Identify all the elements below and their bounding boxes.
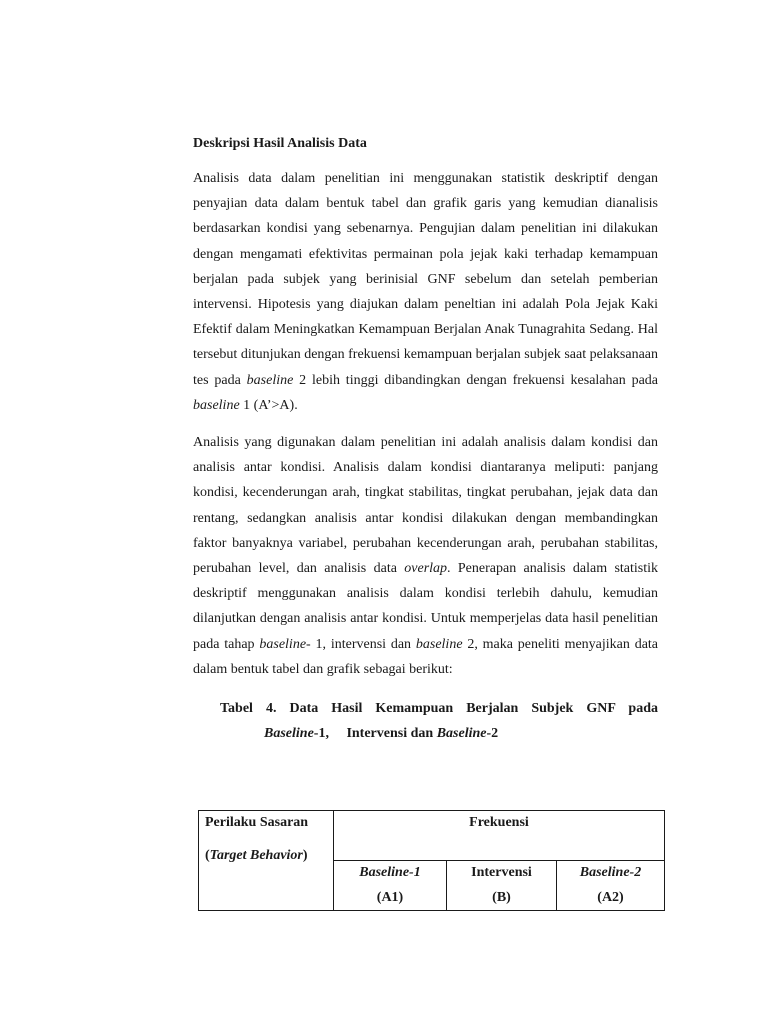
paragraph-text: . Hal tersebut ditunjukan dengan frekuensi kemampuan berjalan subjek saat pelaksanaan tes pada — [193, 322, 658, 388]
paragraph-analysis-method — [193, 430, 658, 682]
paren-close: ) — [302, 848, 308, 863]
header-cell-frekuensi — [334, 811, 665, 861]
italic-term: Baseline — [436, 726, 487, 742]
italic-term: overlap — [404, 561, 448, 577]
paragraph-text: Analisis data dalam penelitian ini menggunakan statistik deskriptif dengan penyajian data dalam bentuk tabel dan grafik garis yang kemudian dianalisis berdasarkan kondisi yang sebenarnya. Pengujian dalam penelitian ini dilakukan dengan mengamati efektivitas permainan pola jejak kaki terhadap kemampuan berjalan pada subjek yang berinisial GNF sebelum dan setelah pemberian intervensi. Hipotesis yang diajukan dalam peneltian ini adalah Pola Jejak Kaki Efektif dalam Meningkatkan Kemampuan Berjalan Anak Tunagrahita Sedang — [193, 171, 658, 338]
baseline-1-label: Baseline-1 — [359, 865, 421, 880]
baseline-2-label: Baseline-2 — [579, 865, 642, 880]
italic-term: Baseline — [264, 726, 314, 742]
baseline-1-code: (A1) — [376, 890, 404, 905]
caption-text: -2 — [486, 726, 499, 742]
intervensi-code: (B) — [492, 890, 511, 905]
paragraph-text: . Penerapan analisis dalam statistik deskriptif menggunakan analisis dalam kondisi terlebih dahulu, kemudian dilanjutkan dengan analisis antar kondisi. Untuk memperjelas data hasil penelitian pada tahap — [193, 561, 658, 652]
subheader-baseline-2 — [557, 861, 665, 911]
document-page — [193, 134, 658, 746]
italic-term: baseline — [193, 397, 240, 413]
caption-line-2 — [193, 721, 658, 746]
table-caption — [193, 696, 658, 746]
behavior-label: Perilaku Sasaran — [205, 815, 309, 830]
baseline-2-code: (A2) — [597, 890, 624, 905]
table-header-row — [199, 811, 665, 861]
intervensi-label: Intervensi — [471, 865, 532, 880]
behavior-english-term: Target Behavior — [209, 848, 303, 863]
subheader-baseline-1 — [334, 861, 447, 911]
caption-text: -1, Intervensi dan — [313, 726, 437, 742]
section-heading: Deskripsi Hasil Analisis Data — [193, 136, 367, 151]
header-cell-target-behavior — [199, 811, 334, 911]
paragraph-text: Analisis yang digunakan dalam penelitian ini adalah analisis dalam kondisi dan analisis antar kondisi. Analisis dalam kondisi diantaranya meliputi: panjang kondisi, kecenderungan arah, tingkat stabilitas, tingkat perubahan, jejak data dan rentang, sedangkan analisis antar kondisi dilakukan dengan membandingkan faktor banyaknya variabel, perubahan kecenderungan arah, perubahan stabilitas, perubahan level, dan analisis data — [193, 435, 658, 577]
italic-term: baseline — [246, 372, 294, 388]
subheader-intervensi — [447, 861, 557, 911]
paragraph-text: 2 lebih tinggi dibandingkan dengan frekuensi kesalahan pada — [293, 372, 658, 388]
paren-open: ( — [205, 848, 210, 863]
frequency-table — [198, 810, 665, 911]
paragraph-text: 1 (A’>A). — [239, 397, 298, 413]
italic-term: baseline — [415, 636, 463, 652]
italic-term: baseline- — [259, 636, 311, 652]
caption-line-1: Tabel 4. Data Hasil Kemampuan Berjalan Subjek GNF pada — [220, 701, 658, 717]
paragraph-text: 2, maka peneliti menyajikan data dalam bentuk tabel dan grafik sebagai berikut: — [193, 636, 659, 677]
paragraph-text: 1, intervensi dan — [310, 636, 416, 652]
behavior-english — [205, 846, 333, 866]
paragraph-analysis-description — [193, 166, 658, 418]
frekuensi-label: Frekuensi — [469, 815, 529, 830]
